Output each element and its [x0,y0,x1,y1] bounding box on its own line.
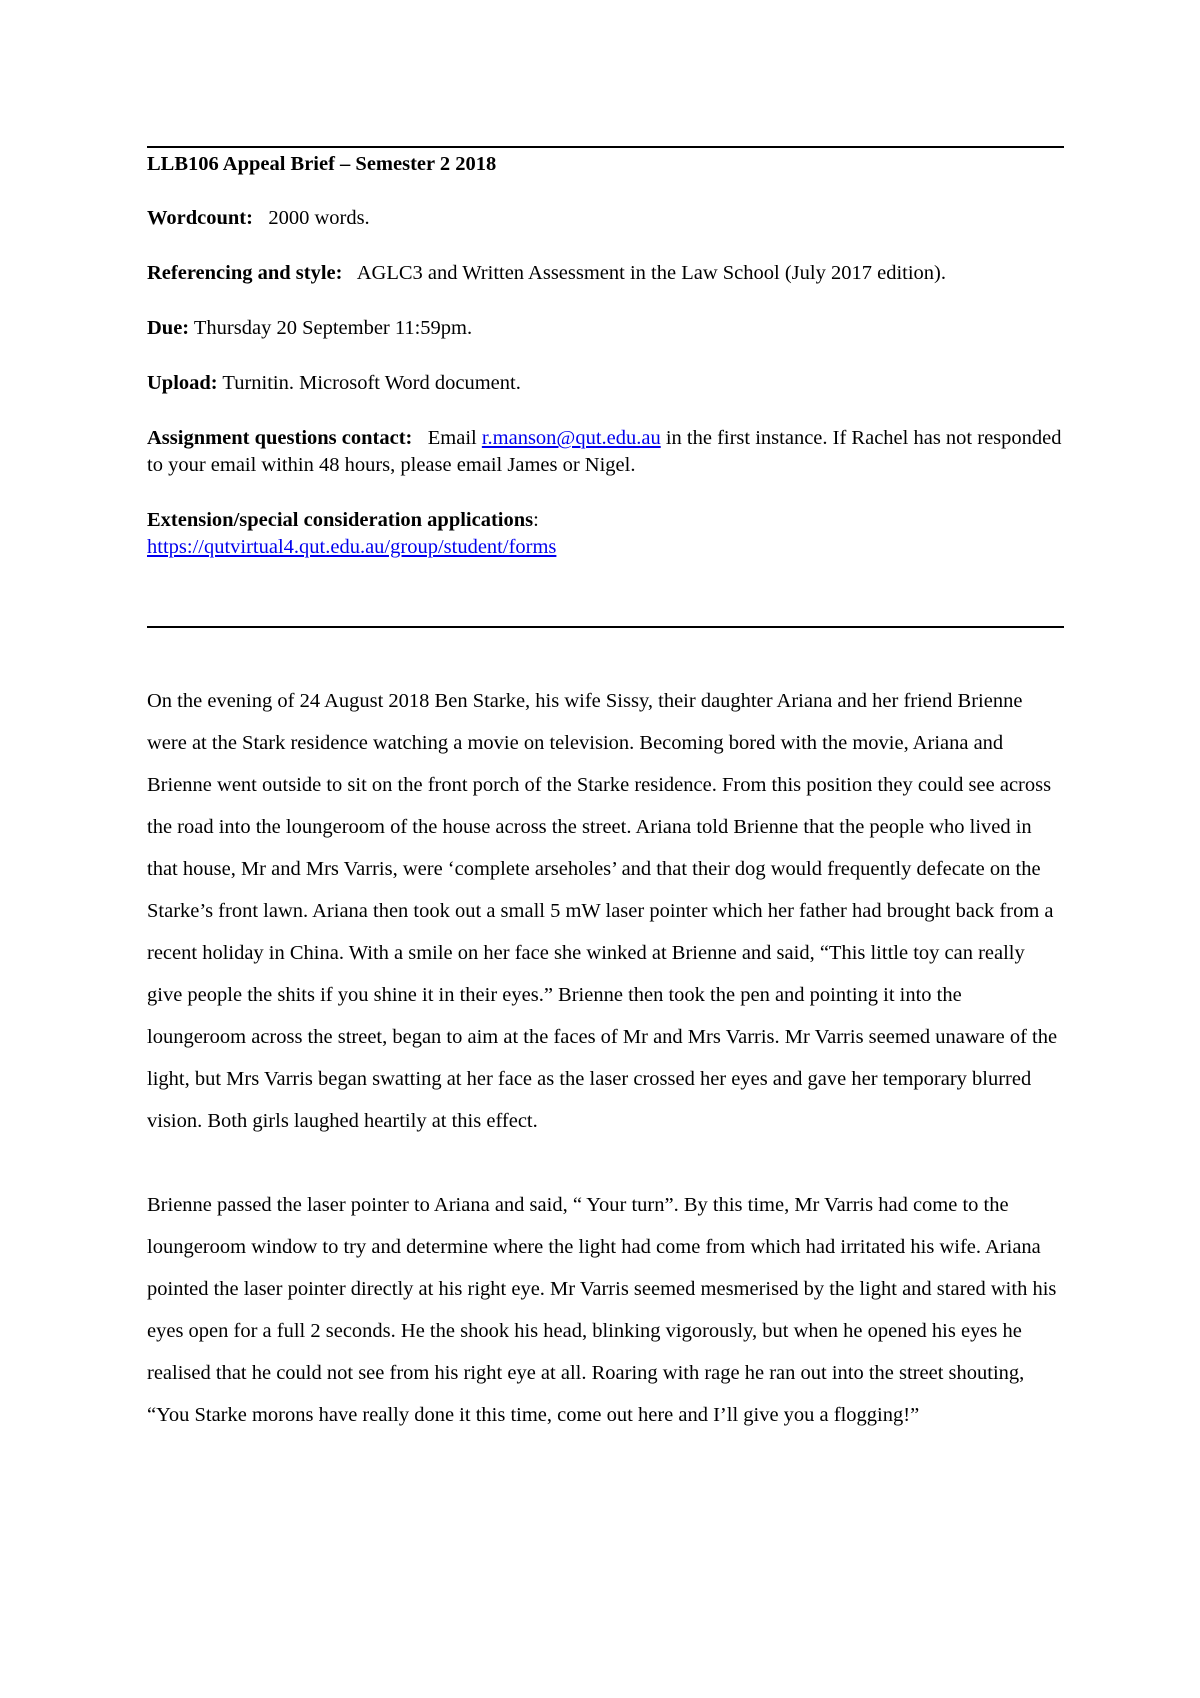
document-page [147,0,1064,1698]
referencing-value: AGLC3 and Written Assessment in the Law School (July 2017 edition). [356,262,946,284]
due-line [147,315,1064,342]
extension-line [147,507,1064,561]
extension-colon: : [533,509,539,531]
due-value: Thursday 20 September 11:59pm. [193,317,473,339]
top-divider [147,146,1064,148]
extension-forms-link[interactable]: https://qutvirtual4.qut.edu.au/group/student/forms [147,536,557,558]
contact-label: Assignment questions contact: [147,427,413,449]
referencing-label: Referencing and style: [147,262,343,284]
wordcount-label: Wordcount: [147,207,253,229]
upload-label: Upload: [147,372,218,394]
scenario-paragraph-1: On the evening of 24 August 2018 Ben Starke, his wife Sissy, their daughter Ariana and her friend Brienne were at the Stark residence watching a movie on television. Becoming bored with the movie, Ariana and Brienne went outside to sit on the front porch of the Starke residence. From this position they could see across the road into the loungeroom of the house across the street. Ariana told Brienne that the people who lived in that house, Mr and Mrs Varris, were ‘complete arseholes’ and that their dog would frequently defecate on the Starke’s front lawn. Ariana then took out a small 5 mW laser pointer which her father had brought back from a recent holiday in China. With a smile on her face she winked at Brienne and said, “This little toy can really give people the shits if you shine it in their eyes.” Brienne then took the pen and pointing it into the loungeroom across the street, began to aim at the faces of Mr and Mrs Varris. Mr Varris seemed unaware of the light, but Mrs Varris began swatting at her face as the laser crossed her eyes and gave her temporary blurred vision. Both girls laughed heartily at this effect. [147,690,1058,1132]
wordcount-value: 2000 words. [268,207,370,229]
due-label: Due: [147,317,190,339]
contact-suffix: in the first instance. If Rachel has not responded to your email within 48 hours, please email James or Nigel. [147,427,1062,476]
contact-prefix: Email [427,427,477,449]
fact-scenario [147,680,1064,1478]
wordcount-line [147,205,1064,232]
document-title: LLB106 Appeal Brief – Semester 2 2018 [147,153,497,175]
contact-email-link[interactable]: r.manson@qut.edu.au [481,427,661,449]
bottom-divider [147,626,1064,628]
scenario-paragraph-2: Brienne passed the laser pointer to Ariana and said, “ Your turn”. By this time, Mr Varris had come to the loungeroom window to try and determine where the light had come from which had irritated his wife. Ariana pointed the laser pointer directly at his right eye. Mr Varris seemed mesmerised by the light and stared with his eyes open for a full 2 seconds. He the shook his head, blinking vigorously, but when he opened his eyes he realised that he could not see from his right eye at all. Roaring with rage he ran out into the street shouting, “You Starke morons have really done it this time, come out here and I’ll give you a flogging!” [147,1194,1057,1426]
upload-line [147,370,1064,397]
upload-value: Turnitin. Microsoft Word document. [222,372,521,394]
assignment-details [147,151,1064,589]
referencing-line [147,260,1064,287]
extension-label: Extension/special consideration applications [147,509,534,531]
contact-line [147,425,1064,479]
